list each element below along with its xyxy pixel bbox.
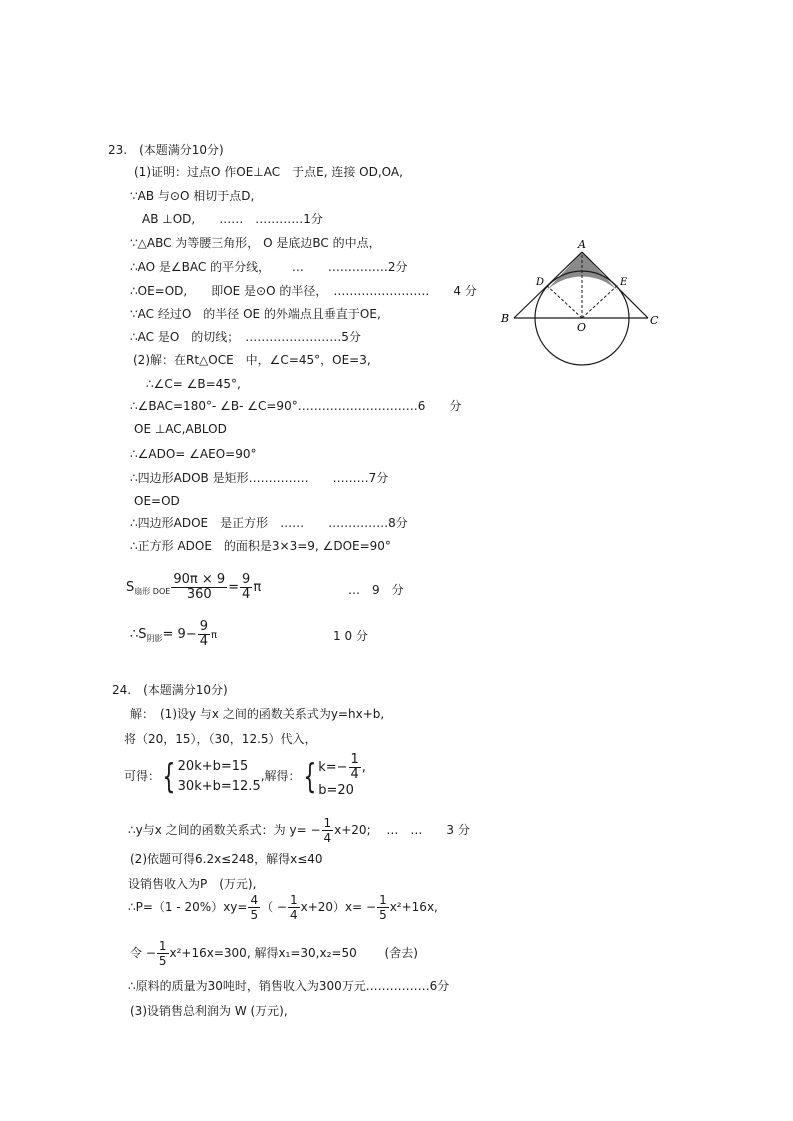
label-a: A [578, 238, 586, 251]
revenue-d1: 5 [250, 908, 259, 922]
q24-line-5: (2)依题可得6.2x≤248，解得x≤40 [130, 852, 323, 866]
sector-area-formula [126, 573, 261, 602]
q23-line-2: ∵AB 与⊙O 相切于点D, [130, 189, 255, 203]
system-middle: ,解得： [260, 769, 301, 783]
label-o: O [577, 321, 587, 334]
function-denominator: 4 [323, 831, 332, 845]
revenue-fraction-3 [377, 893, 389, 922]
shade-s-symbol: ∴S [130, 627, 147, 642]
q23-line-16: ∴四边形ADOE 是正方形 …… ……………8分 [130, 516, 408, 530]
sector-result-denominator: 4 [242, 587, 251, 602]
q23-line-9: (2)解：在Rt△OCE 中，∠C=45°，OE=3, [133, 353, 371, 367]
shade-subscript: 阴影 [146, 634, 163, 643]
q23-line-3: AB ⊥OD, …… …………1分 [142, 212, 323, 226]
revenue-d2: 4 [289, 908, 298, 922]
q23-header: 23. (本题满分10分) [108, 143, 224, 157]
system-solution [318, 753, 366, 800]
q24-line-6: 设销售收入为P (万元), [128, 877, 257, 891]
function-fraction [322, 816, 334, 845]
equation-suffix: x²+16x=300, 解得x₁=30,x₂=50 (舍去) [169, 946, 418, 960]
equation-denominator: 5 [158, 954, 167, 968]
solution-k-denominator: 4 [350, 767, 359, 782]
function-prefix: ∴y与x 之间的函数关系式：为 y= − [128, 823, 321, 837]
q23-line-14: ∴四边形ADOB 是矩形…………… ………7分 [130, 471, 389, 485]
side-ab [514, 252, 582, 318]
label-d: D [536, 277, 545, 288]
solution-k [318, 753, 366, 782]
side-ac [582, 252, 648, 318]
sector-pi: π [253, 580, 262, 595]
segment-oe [582, 284, 619, 318]
sector-score: … 9 分 [348, 583, 404, 597]
q24-line-9: ∴原料的质量为30吨时，销售收入为300万元.……………6分 [128, 979, 450, 993]
sector-result-fraction [240, 573, 252, 602]
q24-system [124, 752, 366, 808]
q24-line-1: 解： (1)设y 与x 之间的函数关系式为y=hx+b, [130, 707, 385, 721]
equation-2: 30k+b=12.5 [177, 778, 261, 794]
sector-s-symbol: S [126, 580, 135, 595]
q23-line-1: (1)证明：过点O 作OE⊥AC 于点E, 连接 OD,OA, [134, 165, 403, 179]
shade-denominator: 4 [199, 634, 209, 649]
sector-fraction [171, 573, 227, 602]
q23-line-4: ∵△ABC 为等腰三角形， O 是底边BC 的中点， [130, 236, 381, 250]
revenue-prefix: ∴P=（1 - 20%）xy= [128, 900, 248, 914]
q23-line-15: OE=OD [134, 494, 180, 508]
q24-line-4 [128, 815, 470, 845]
revenue-suffix: x²+16x, [389, 900, 438, 914]
revenue-mid2: x+20）x= − [300, 900, 377, 914]
q23-line-17: ∴正方形 ADOE 的面积是3×3=9, ∠DOE=90° [130, 539, 391, 553]
equation-1: 20k+b=15 [177, 758, 249, 774]
sector-result-numerator: 9 [242, 572, 251, 587]
function-numerator: 1 [323, 816, 332, 830]
revenue-n2: 1 [289, 893, 298, 907]
shade-score: 1 0 分 [333, 629, 368, 643]
equation-fraction [157, 939, 169, 968]
system-prefix: 可得： [124, 769, 161, 783]
q24-line-8 [130, 938, 418, 968]
label-c: C [650, 314, 659, 327]
left-brace-1: { [162, 756, 176, 797]
q23-line-11: ∴∠BAC=180°- ∠B- ∠C=90°…………………………6 分 [130, 399, 462, 413]
shade-pi: π [211, 630, 218, 641]
solution-k-numerator: 1 [350, 752, 359, 767]
revenue-d3: 5 [379, 908, 387, 922]
label-b: B [501, 312, 510, 325]
q23-line-8: ∴AC 是O 的切线； ……………………5分 [130, 330, 361, 344]
function-suffix: x+20; … … 3 分 [334, 823, 470, 837]
label-e: E [620, 277, 628, 288]
sector-denominator: 360 [186, 587, 212, 602]
solution-b: b=20 [318, 783, 354, 798]
q24-line-7 [128, 892, 438, 922]
q24-line-10: (3)设销售总利润为 W (万元), [130, 1004, 288, 1018]
solution-k-fraction [349, 753, 361, 782]
q24-line-2: 将（20，15），（30，12.5）代入， [124, 732, 317, 746]
sector-numerator: 90π × 9 [173, 572, 226, 587]
shade-numerator: 9 [199, 619, 209, 634]
sector-subscript: 扇形 DOE [134, 587, 171, 596]
sector-equals: = [228, 580, 240, 595]
q23-line-12: OE ⊥AC,ABLOD [134, 422, 227, 436]
revenue-fraction-2 [288, 893, 300, 922]
system-equations [178, 757, 261, 797]
revenue-n1: 4 [250, 893, 259, 907]
q23-line-13: ∴∠ADO= ∠AEO=90° [130, 447, 257, 461]
equation-prefix: 令 − [130, 946, 156, 960]
shade-fraction [198, 620, 210, 649]
shaded-area-formula [130, 620, 217, 649]
equation-numerator: 1 [158, 939, 167, 953]
left-brace-2: { [302, 756, 316, 797]
revenue-n3: 1 [379, 893, 387, 907]
q23-line-6: ∴OE=OD, 即OE 是⊙O 的半径， …………………… 4 分 [130, 284, 477, 298]
solution-k-prefix: k=− [318, 760, 348, 775]
geometry-diagram [498, 238, 668, 368]
q23-line-10: ∴∠C= ∠B=45°, [146, 377, 241, 391]
q23-line-7: ∵AC 经过O 的半径 OE 的外端点且垂直于OE, [130, 307, 381, 321]
solution-k-suffix: , [361, 760, 366, 775]
segment-od [545, 284, 582, 318]
revenue-fraction-1 [248, 893, 260, 922]
shade-equals: = 9− [162, 627, 197, 642]
q23-line-5: ∴AO 是∠BAC 的平分线， … ……………2分 [130, 260, 408, 274]
q24-header: 24. (本题满分10分) [112, 683, 228, 697]
revenue-mid: （ − [261, 900, 287, 914]
